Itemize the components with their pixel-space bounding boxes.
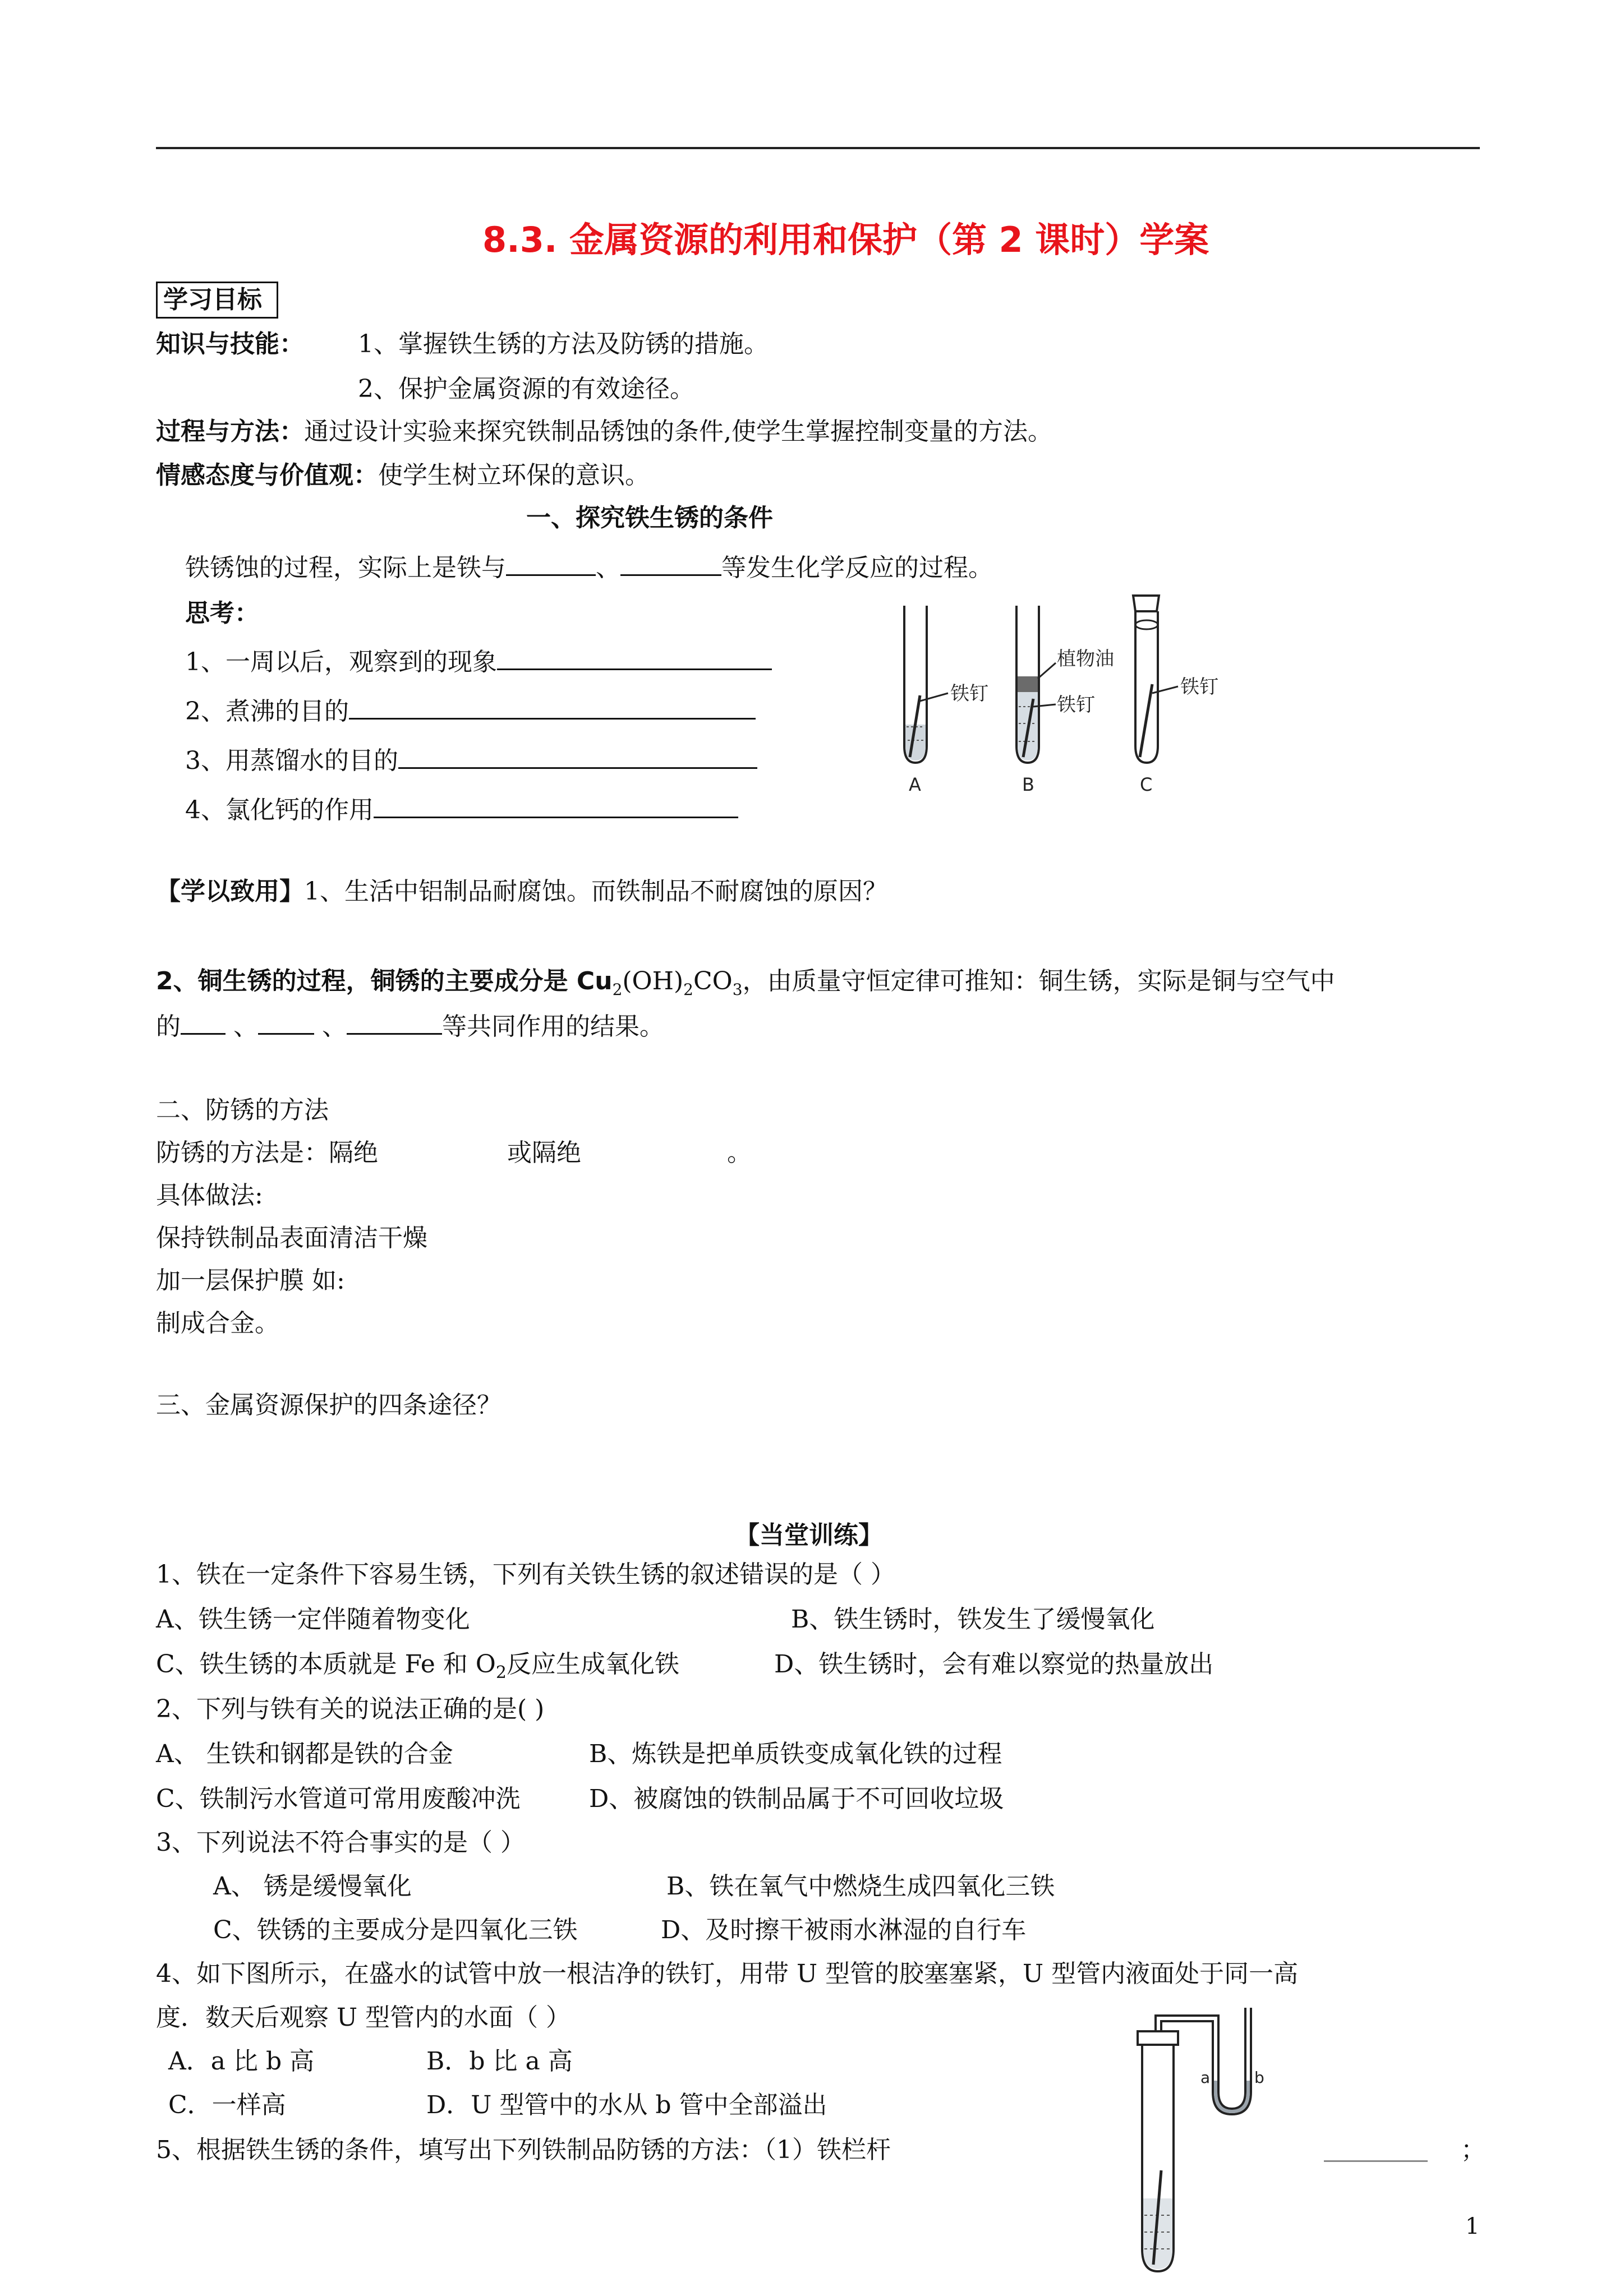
q1-c-text-b: 反应生成氧化铁 — [506, 1650, 679, 1679]
section3-heading: 三、金属资源保护的四条途径？ — [156, 1391, 502, 1419]
section2-heading: 二、防锈的方法 — [156, 1096, 329, 1124]
apply-q2-sub-2: 2 — [683, 980, 693, 999]
page-number: 1 — [1465, 2214, 1480, 2239]
practice-q3-option-b: B、铁在氧气中燃烧生成四氧化三铁 — [666, 1872, 1055, 1901]
apply-q2-sub-3: 3 — [732, 980, 743, 999]
method-item-1: 保持铁制品表面清洁干燥 — [156, 1224, 427, 1252]
tube-a — [904, 606, 948, 763]
think-q2-text: 2、煮沸的目的 — [185, 697, 349, 726]
practice-q4-option-c: C．一样高 — [168, 2091, 286, 2119]
practice-q2-option-d: D、被腐蚀的铁制品属于不可回收垃圾 — [589, 1785, 1004, 1813]
knowledge-item-1: 1、掌握铁生锈的方法及防锈的措施。 — [358, 330, 769, 358]
think-label: 思考： — [185, 599, 259, 628]
practice-q1: 1、铁在一定条件下容易生锈，下列有关铁生锈的叙述错误的是（ ） — [156, 1560, 895, 1589]
apply-q2-text-b: (OH) — [622, 967, 684, 995]
practice-q5: 5、根据铁生锈的条件，填写出下列铁制品防锈的方法：（1）铁栏杆 — [156, 2136, 891, 2164]
blank-q5[interactable] — [1324, 2160, 1428, 2162]
u-tube-label-b: b — [1254, 2068, 1264, 2087]
process-text: 通过设计实验来探究铁制品锈蚀的条件,使学生掌握控制变量的方法。 — [304, 417, 1052, 446]
tube-b-nail-label: 铁钉 — [1057, 694, 1095, 716]
practice-q3-option-c: C、铁锈的主要成分是四氧化三铁 — [213, 1916, 578, 1944]
practice-q4-option-a: A．a 比 b 高 — [168, 2047, 315, 2076]
method-text-a: 防锈的方法是：隔绝 — [156, 1138, 378, 1167]
tube-c-nail-label: 铁钉 — [1180, 676, 1218, 698]
apply-q2-sep-1: 、 — [233, 1012, 258, 1041]
q1-c-text-a: C、铁生锈的本质就是 Fe 和 O — [156, 1650, 496, 1679]
think-q2 — [185, 693, 756, 729]
concrete-label: 具体做法: — [156, 1181, 263, 1210]
practice-q2-option-b: B、炼铁是把单质铁变成氧化铁的过程 — [589, 1740, 1002, 1768]
tube-b-label: B — [1022, 774, 1034, 795]
method-item-3: 制成合金。 — [156, 1309, 279, 1338]
blank-copper-2[interactable] — [258, 1008, 314, 1035]
rust-separator: 、 — [596, 554, 620, 582]
knowledge-item-2: 2、保护金属资源的有效途径。 — [358, 375, 694, 403]
practice-q3-option-d: D、及时擦干被雨水淋湿的自行车 — [661, 1916, 1027, 1944]
rust-sentence — [185, 550, 993, 585]
think-q4 — [185, 792, 738, 827]
think-q1-text: 1、一周以后，观察到的现象 — [185, 648, 497, 676]
think-q4-text: 4、氯化钙的作用 — [185, 796, 374, 824]
blank-think-q2[interactable] — [349, 693, 756, 720]
apply-q2-sep-2: 、 — [322, 1012, 347, 1041]
tube-a-label: A — [909, 774, 921, 795]
blank-copper-3[interactable] — [347, 1008, 442, 1035]
tube-c — [1133, 596, 1178, 763]
apply-q2-text-c: CO — [693, 967, 733, 995]
think-q3 — [185, 743, 757, 778]
blank-rust-1[interactable] — [506, 550, 596, 576]
practice-q2: 2、下列与铁有关的说法正确的是( ) — [156, 1695, 545, 1723]
practice-q2-option-c: C、铁制污水管道可常用废酸冲洗 — [156, 1785, 521, 1813]
process-label: 过程与方法： — [156, 417, 304, 446]
attitude-label: 情感态度与价值观： — [156, 461, 378, 490]
rust-text-a: 铁锈蚀的过程，实际上是铁与 — [185, 554, 506, 582]
practice-q5-end: ； — [1461, 2136, 1485, 2164]
u-tube-label-a: a — [1200, 2068, 1211, 2087]
method-text-b: 或隔绝 — [507, 1138, 581, 1167]
tube-b — [1016, 606, 1056, 763]
apply-q2-line2-text-a: 的 — [156, 1012, 181, 1041]
practice-q4-option-b: B．b 比 a 高 — [426, 2047, 573, 2076]
attitude-row — [156, 459, 650, 492]
apply-q2-line2 — [156, 1008, 664, 1044]
practice-q3: 3、下列说法不符合事实的是（ ） — [156, 1828, 525, 1857]
apply-q2-text-d: ，由质量守恒定律可推知：铜生锈，实际是铜与空气中 — [742, 967, 1335, 995]
blank-rust-2[interactable] — [620, 550, 721, 576]
tube-a-nail-label: 铁钉 — [950, 683, 988, 705]
method-item-2: 加一层保护膜 如: — [156, 1266, 345, 1295]
page-title: 8.3. 金属资源的利用和保护（第 2 课时）学案 — [482, 219, 1209, 260]
think-q1 — [185, 644, 772, 679]
practice-heading: 【当堂训练】 — [735, 1521, 883, 1550]
blank-think-q1[interactable] — [497, 644, 772, 670]
blank-think-q4[interactable] — [374, 792, 738, 818]
header-rule — [156, 147, 1480, 149]
attitude-text: 使学生树立环保的意识。 — [378, 461, 650, 490]
practice-q4-line2: 度．数天后观察 U 型管内的水面（ ） — [156, 2003, 571, 2032]
practice-q1-option-d: D、铁生锈时，会有难以察觉的热量放出 — [774, 1650, 1214, 1679]
q1-c-sub: 2 — [495, 1662, 507, 1682]
method-end: 。 — [727, 1138, 752, 1167]
apply-tag: 【学以致用】 — [156, 877, 304, 906]
apply-q2-line1 — [156, 965, 1335, 1007]
practice-q3-option-a: A、 锈是缓慢氧化 — [213, 1872, 412, 1901]
tube-c-label: C — [1140, 774, 1153, 795]
think-q3-text: 3、用蒸馏水的目的 — [185, 746, 398, 775]
method-row — [156, 1136, 752, 1170]
blank-copper-1[interactable] — [181, 1008, 226, 1035]
practice-q1-option-a: A、铁生锈一定伴随着物变化 — [156, 1605, 470, 1634]
practice-q2-option-a: A、 生铁和钢都是铁的合金 — [156, 1740, 453, 1768]
practice-q4-line1: 4、如下图所示，在盛水的试管中放一根洁净的铁钉，用带 U 型管的胶塞塞紧，U 型管内液面处于同一高 — [156, 1960, 1299, 1988]
rust-text-b: 等发生化学反应的过程。 — [721, 554, 993, 582]
objectives-box-label: 学习目标 — [156, 282, 278, 319]
process-row — [156, 415, 1052, 449]
practice-q1-option-c — [156, 1648, 679, 1690]
blank-think-q3[interactable] — [398, 743, 757, 769]
practice-q1-option-b: B、铁生锈时，铁发生了缓慢氧化 — [791, 1605, 1155, 1634]
knowledge-label: 知识与技能： — [156, 330, 304, 358]
practice-q4-option-d: D．U 型管中的水从 b 管中全部溢出 — [426, 2091, 827, 2119]
apply-q1 — [156, 875, 887, 909]
test-tubes-figure — [875, 594, 1279, 808]
tube-b-oil-label: 植物油 — [1057, 648, 1114, 670]
u-tube-figure — [1122, 2002, 1307, 2283]
apply-q1-text: 1、生活中铝制品耐腐蚀。而铁制品不耐腐蚀的原因？ — [304, 877, 887, 906]
apply-q2-line2-text-b: 等共同作用的结果。 — [442, 1012, 664, 1041]
section1-heading: 一、探究铁生锈的条件 — [526, 504, 773, 532]
apply-q2-sub-1: 2 — [612, 980, 623, 999]
apply-q2-text-a: 2、铜生锈的过程，铜锈的主要成分是 Cu — [156, 967, 613, 995]
